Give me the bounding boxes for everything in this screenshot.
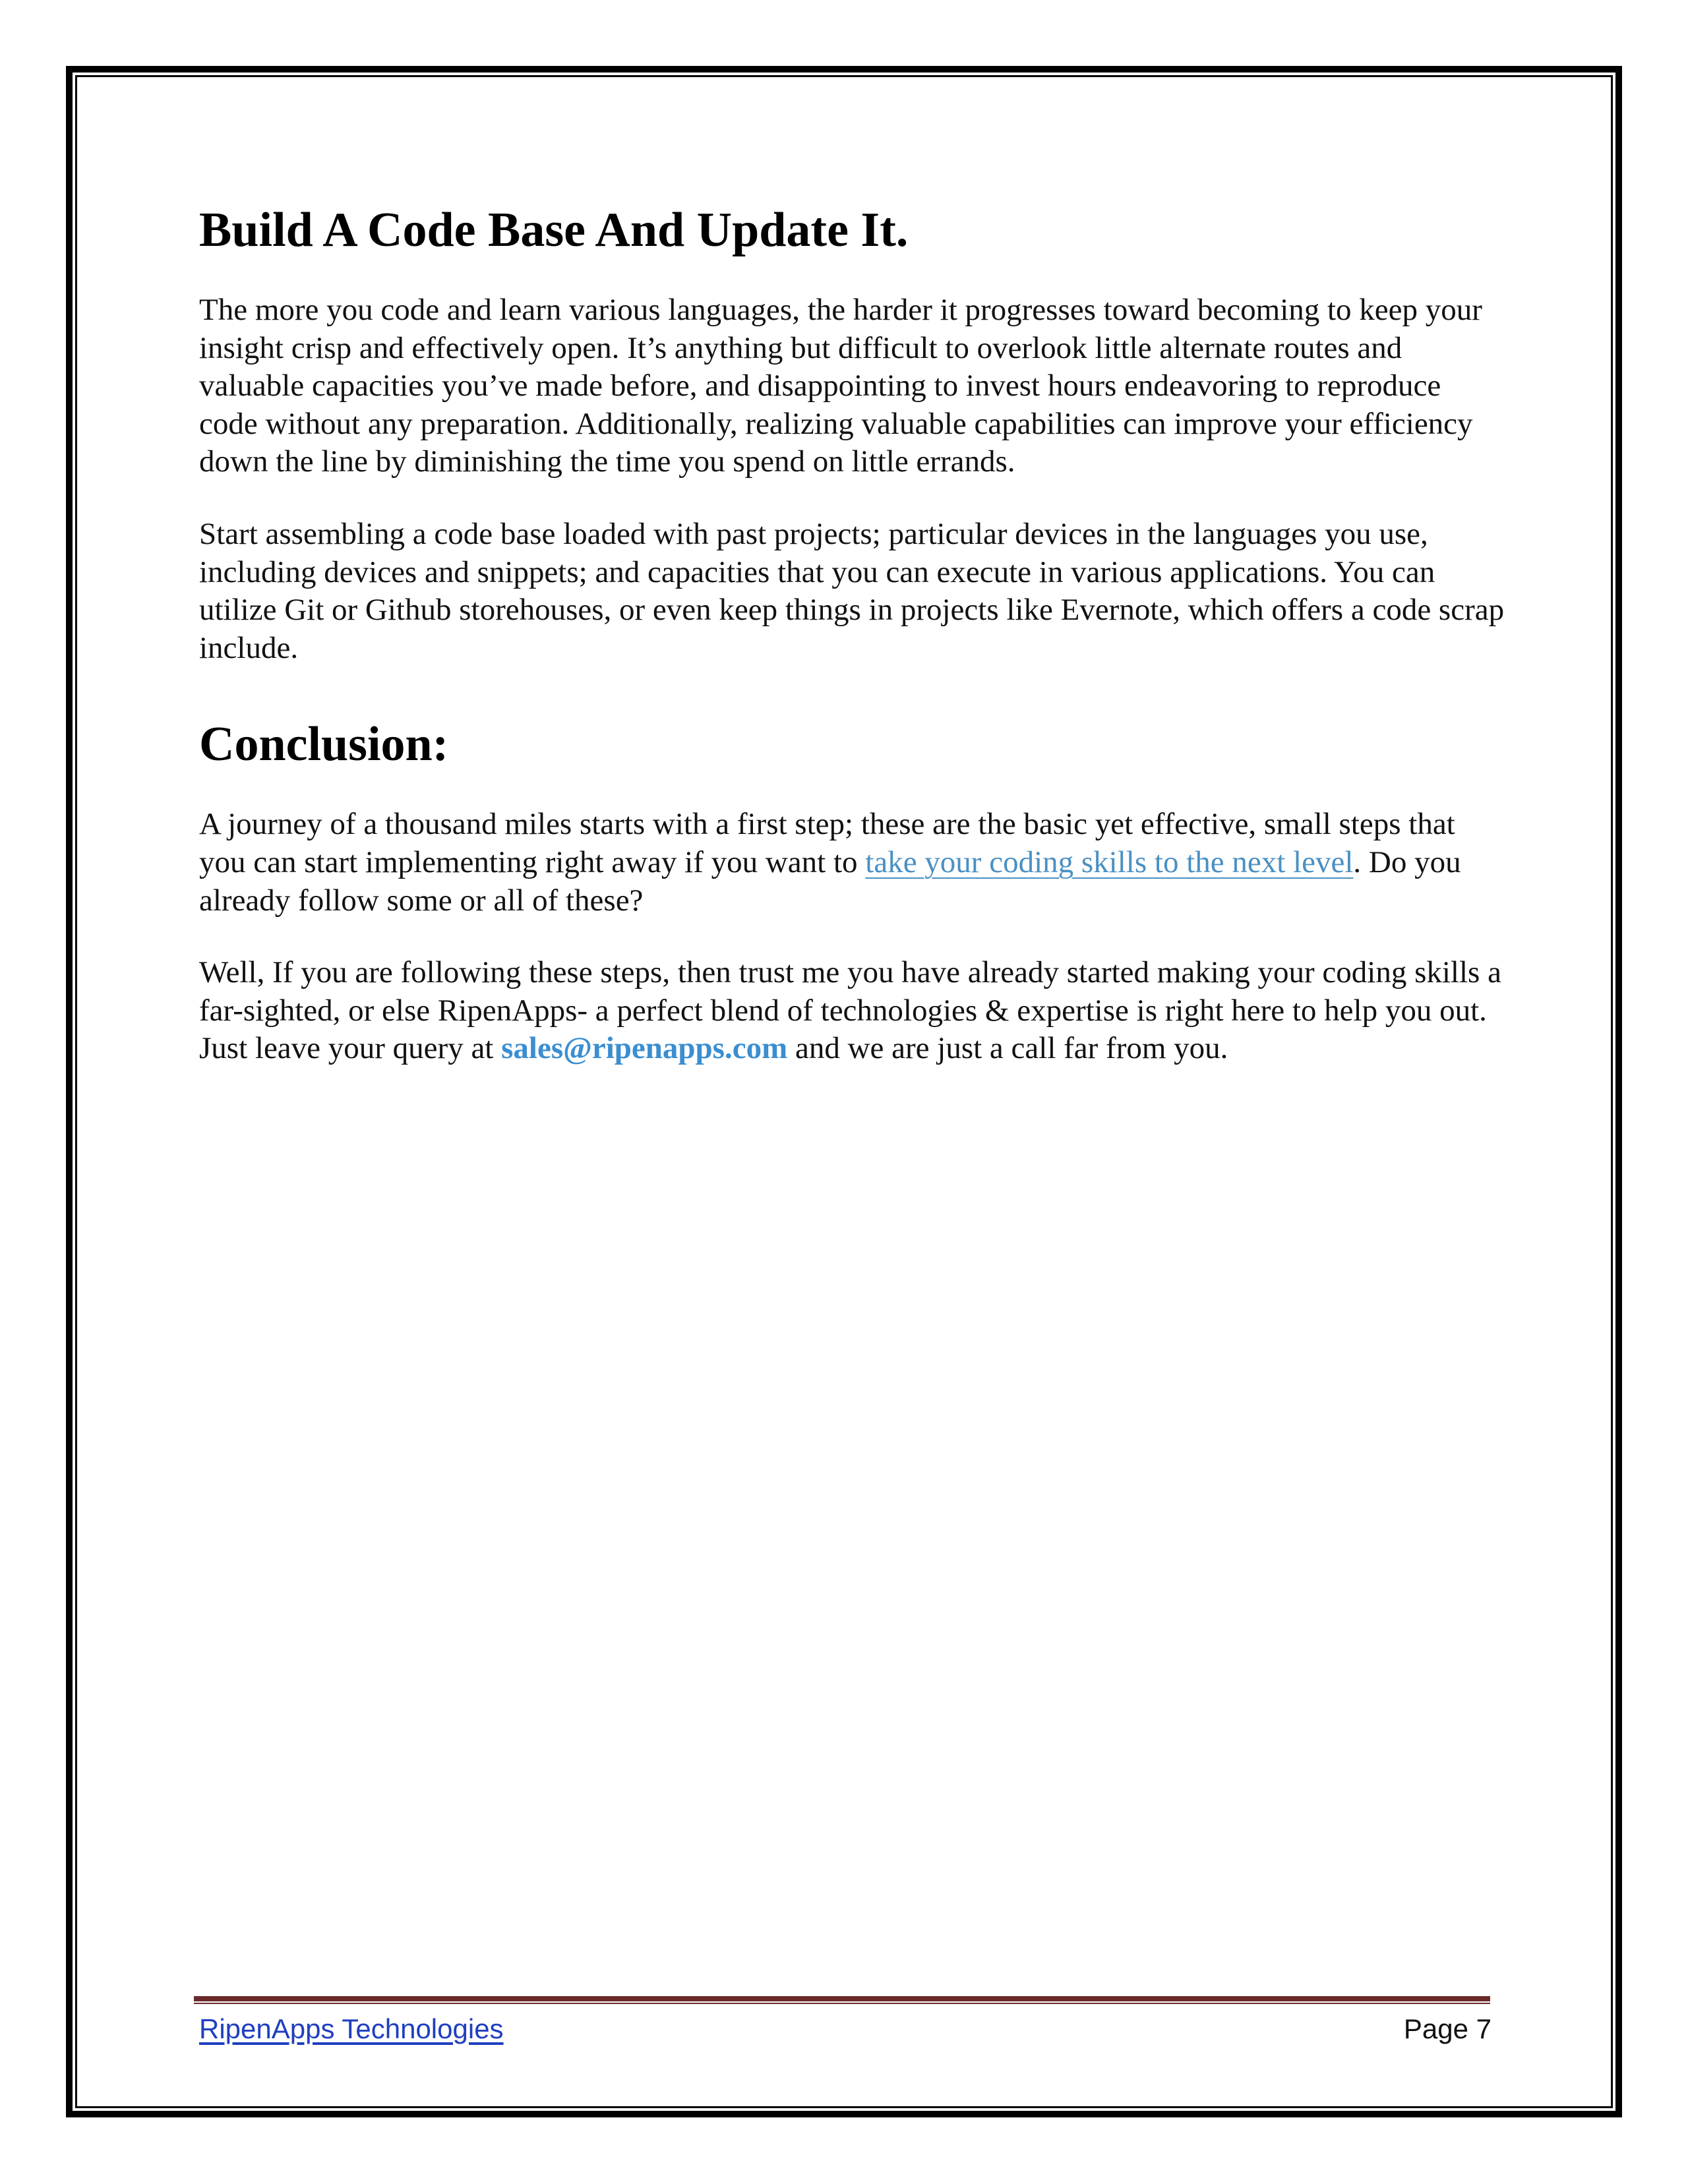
section-heading-build-code-base: Build A Code Base And Update It.: [199, 203, 909, 257]
paragraph-text: Well, If you are following these steps, then trust me you have already started making your coding skills a far-sighted, or else RipenApps- a perfect blend of technologies & expertise is right here to help you out. Just leave your query at: [199, 955, 1501, 1066]
paragraph-text: . Do you already follow some or all of these?: [199, 844, 1461, 918]
coding-skills-link[interactable]: take your coding skills to the next level: [865, 844, 1354, 879]
paragraph-code-base-tips: Start assembling a code base loaded with past projects; particular devices in the languages you use, including devices and snippets; and capacities that you can execute in various applications. You can utilize Git or Github storehouses, or even keep things in projects like Evernote, which offers a code scrap include.: [199, 516, 1505, 665]
footer-company-link[interactable]: RipenApps Technologies: [199, 2013, 504, 2044]
footer-page-number: Page 7: [1403, 2013, 1492, 2044]
section-heading-conclusion: Conclusion:: [199, 717, 449, 772]
paragraph-conclusion-journey: [199, 806, 1505, 920]
paragraph-text: and we are just a call far from you.: [787, 1031, 1228, 1066]
footer-divider: [194, 1996, 1490, 2004]
sales-email-link[interactable]: sales@ripenapps.com: [501, 1031, 788, 1066]
paragraph-text: A journey of a thousand miles starts with a first step; these are the basic yet effective, small steps that you can start implementing right away if you want to: [199, 807, 1455, 879]
paragraph-code-base-intro: The more you code and learn various languages, the harder it progresses toward becoming to keep your insight crisp and effectively open. It’s anything but difficult to overlook little alternate routes and valuable capacities you’ve made before, and disappointing to invest hours endeavoring to reproduce code without any preparation. Additionally, realizing valuable capabilities can improve your efficiency down the line by diminishing the time you spend on little errands.: [199, 293, 1482, 479]
page-footer: [199, 2011, 1492, 2048]
page-content: [199, 185, 1505, 1068]
paragraph-conclusion-contact: [199, 954, 1505, 1068]
